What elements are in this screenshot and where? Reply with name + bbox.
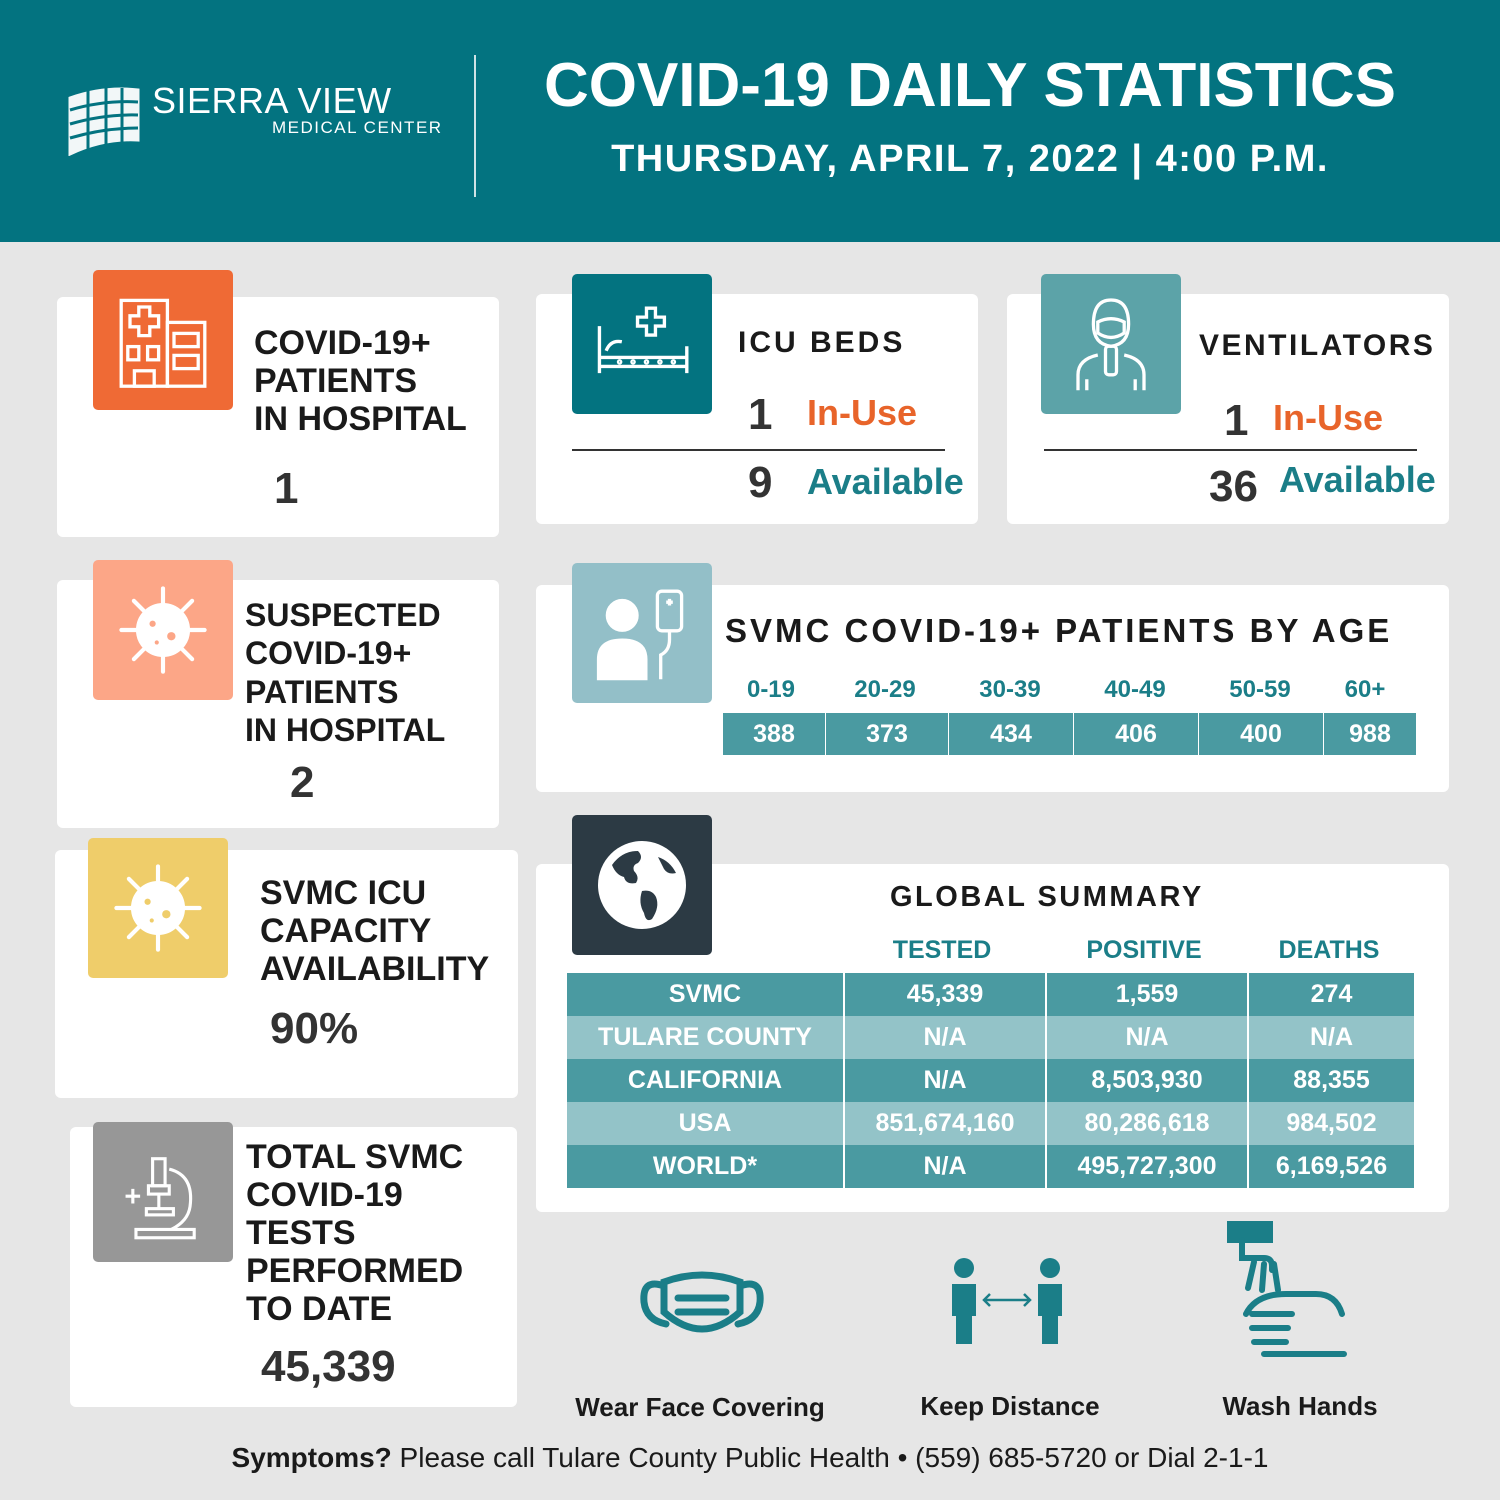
region-cell: USA: [567, 1102, 845, 1145]
patient-iv-icon: [572, 563, 712, 703]
table-row: [567, 1102, 1414, 1145]
patients-value: 1: [274, 464, 299, 513]
deaths-cell: 88,355: [1293, 1066, 1370, 1094]
footer-bold: Symptoms?: [231, 1442, 392, 1473]
face-mask-icon: [638, 1268, 766, 1350]
table-row: [567, 1016, 1414, 1059]
global-summary-title: GLOBAL SUMMARY: [890, 881, 1204, 913]
tests-value: 45,339: [261, 1342, 396, 1391]
ventilators-available-value: 36: [1209, 462, 1258, 511]
distance-icon: [944, 1256, 1070, 1346]
tip-wash-hands: Wash Hands: [1222, 1391, 1378, 1421]
ventilator-person-icon: [1041, 274, 1181, 414]
table-row: [567, 1145, 1414, 1188]
deaths-cell: 6,169,526: [1275, 1152, 1388, 1180]
age-range-label: 30-39: [979, 676, 1041, 703]
ventilators-label: VENTILATORS: [1199, 329, 1436, 362]
deaths-cell: N/A: [1309, 1023, 1354, 1051]
table-row: [567, 973, 1414, 1016]
global-summary-table: [567, 973, 1414, 1188]
patients-label: COVID-19+ PATIENTS IN HOSPITAL: [254, 324, 467, 439]
ventilators-in-use-value: 1: [1224, 396, 1249, 445]
hospital-bed-icon: [572, 274, 712, 414]
age-range-label: 60+: [1344, 676, 1386, 703]
suspected-label: SUSPECTED COVID-19+ PATIENTS IN HOSPITAL: [245, 597, 446, 749]
logo-subtitle: MEDICAL CENTER: [272, 118, 443, 137]
age-count-cell: 373: [826, 713, 948, 755]
header: [0, 0, 1500, 242]
tests-label: TOTAL SVMC COVID-19 TESTS PERFORMED TO DATE: [246, 1138, 464, 1329]
positive-cell: 8,503,930: [1047, 1059, 1249, 1102]
suspected-value: 2: [290, 758, 315, 807]
positive-cell: 495,727,300: [1047, 1145, 1249, 1188]
tested-cell: 45,339: [845, 973, 1047, 1016]
region-cell: SVMC: [567, 973, 845, 1016]
virus-icon: [88, 838, 228, 978]
age-count-cell: 434: [949, 713, 1073, 755]
ventilators-in-use-label: In-Use: [1273, 397, 1384, 438]
footer-text: Please call Tulare County Public Health • (559) 685-5720 or Dial 2-1-1: [391, 1442, 1269, 1473]
ventilators-available-label: Available: [1279, 459, 1436, 500]
positive-cell: 1,559: [1047, 973, 1249, 1016]
logo-mark-icon: [66, 84, 142, 156]
icu-capacity-value: 90%: [270, 1004, 359, 1053]
icu-beds-in-use-label: In-Use: [807, 392, 918, 433]
tested-cell: N/A: [845, 1059, 1047, 1102]
age-count-cell: 400: [1199, 713, 1323, 755]
age-count-cell: 988: [1324, 713, 1416, 755]
footer-contact: [0, 1442, 1500, 1474]
header-divider: [474, 55, 476, 197]
region-cell: TULARE COUNTY: [567, 1016, 845, 1059]
table-row: [567, 1059, 1414, 1102]
tip-keep-distance: Keep Distance: [920, 1391, 1100, 1421]
region-cell: WORLD*: [567, 1145, 845, 1188]
microscope-icon: [93, 1122, 233, 1262]
icu-capacity-label: SVMC ICU CAPACITY AVAILABILITY: [260, 874, 490, 989]
positive-cell: N/A: [1047, 1016, 1249, 1059]
tested-cell: N/A: [845, 1145, 1047, 1188]
age-count-cell: 406: [1074, 713, 1198, 755]
icu-beds-divider: [572, 449, 945, 451]
icu-beds-available-label: Available: [807, 461, 964, 502]
positive-cell: 80,286,618: [1047, 1102, 1249, 1145]
deaths-cell: 984,502: [1286, 1109, 1377, 1137]
globe-icon: [572, 815, 712, 955]
age-range-label: 20-29: [854, 676, 916, 703]
tip-face-covering: Wear Face Covering: [575, 1392, 825, 1422]
virus-icon: [93, 560, 233, 700]
age-range-label: 0-19: [746, 676, 796, 703]
tested-cell: N/A: [845, 1016, 1047, 1059]
icu-beds-in-use-value: 1: [748, 390, 773, 439]
age-count-cell: 388: [723, 713, 825, 755]
age-range-label: 40-49: [1104, 676, 1166, 703]
icu-beds-available-value: 9: [748, 458, 773, 507]
by-age-title: SVMC COVID-19+ PATIENTS BY AGE: [725, 612, 1393, 649]
hospital-icon: [93, 270, 233, 410]
ventilators-divider: [1044, 449, 1417, 451]
region-cell: CALIFORNIA: [567, 1059, 845, 1102]
global-col-deaths: DEATHS: [1278, 936, 1380, 964]
page-title: COVID-19 DAILY STATISTICS: [543, 51, 1397, 120]
icu-beds-label: ICU BEDS: [738, 326, 906, 359]
report-date: THURSDAY, APRIL 7, 2022 | 4:00 P.M.: [611, 138, 1329, 180]
tested-cell: 851,674,160: [845, 1102, 1047, 1145]
age-range-label: 50-59: [1229, 676, 1291, 703]
logo-name: SIERRA VIEW: [152, 80, 392, 121]
global-col-tested: TESTED: [892, 936, 992, 964]
hand-wash-icon: [1224, 1218, 1354, 1362]
logo: [66, 80, 443, 160]
deaths-cell: 274: [1310, 980, 1353, 1008]
global-col-positive: POSITIVE: [1086, 936, 1202, 964]
